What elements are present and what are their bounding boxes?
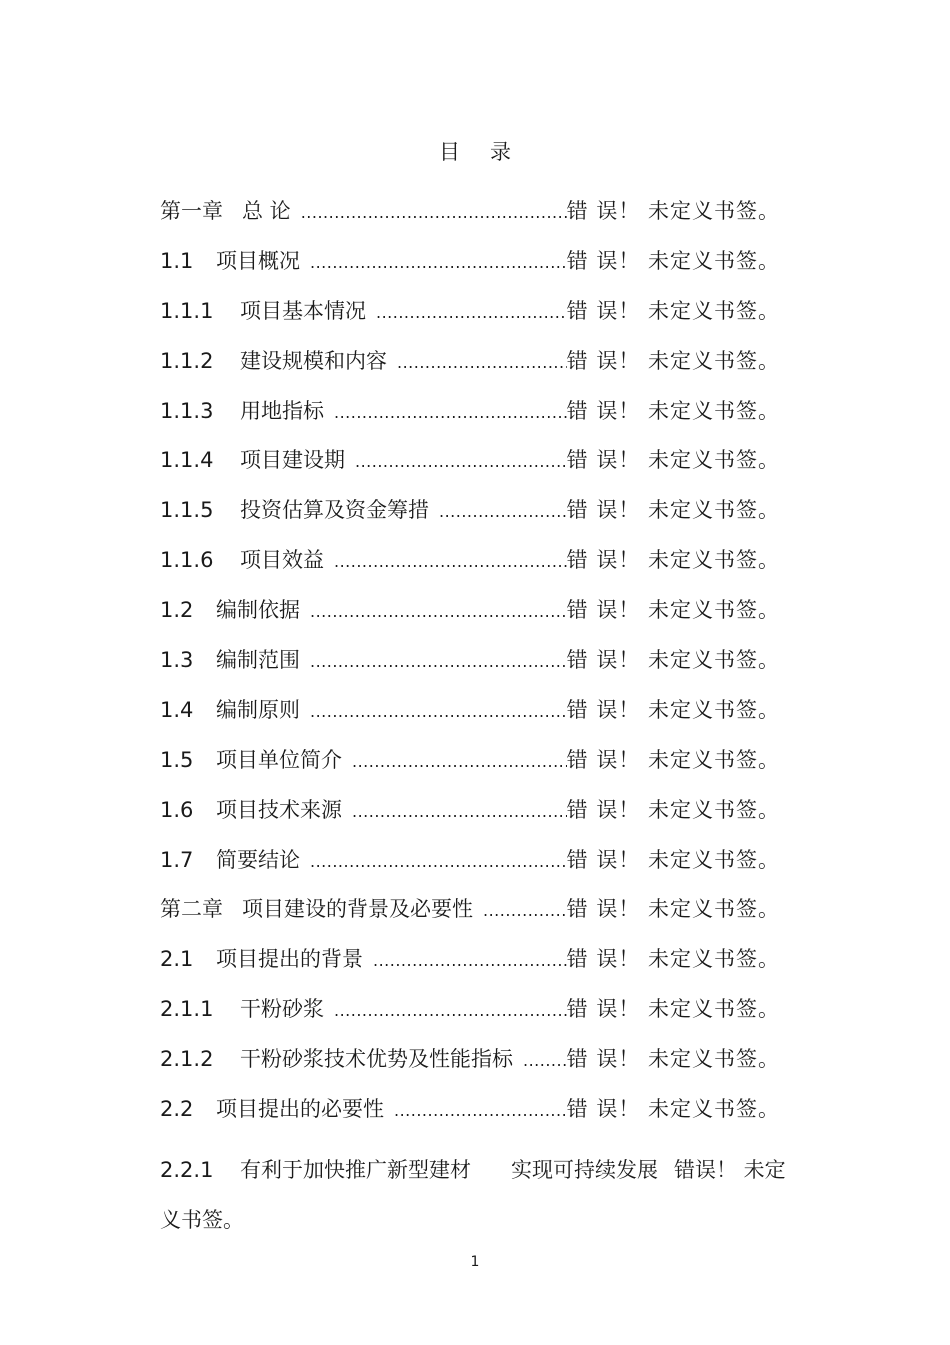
toc-entry[interactable] bbox=[160, 893, 780, 943]
toc-entry-ref: 错 误！ 未定义书签。 bbox=[566, 398, 780, 423]
toc-entry-text: 项目提出的背景 bbox=[216, 947, 363, 972]
toc-leader-dots bbox=[334, 552, 567, 571]
toc-leader-dots bbox=[373, 951, 567, 970]
toc-leader-dots bbox=[301, 203, 567, 222]
toc-entry-ref: 错 误！ 未定义书签。 bbox=[566, 947, 780, 972]
toc-entry-ref: 错 误！ 未定义书签。 bbox=[566, 199, 780, 223]
toc-entry-number: 2.1.2 bbox=[160, 1047, 214, 1072]
toc-entry-number: 1.6 bbox=[160, 797, 194, 822]
toc-leader-dots bbox=[394, 1101, 567, 1120]
toc-entry-text: 项目单位简介 bbox=[216, 747, 342, 772]
toc-entry[interactable] bbox=[160, 195, 780, 245]
toc-entry-ref: 错 误！ 未定义书签。 bbox=[566, 747, 780, 772]
toc-entry[interactable] bbox=[160, 794, 780, 844]
toc-entry-text: 用地指标 bbox=[240, 398, 324, 423]
page-number: 1 bbox=[470, 1254, 480, 1270]
toc-leader-dots bbox=[397, 353, 567, 372]
toc-entry[interactable] bbox=[160, 245, 780, 295]
toc-entry-ref: 错 误！ 未定义书签。 bbox=[566, 1097, 780, 1122]
toc-entry-ref: 错 误！ 未定义书签。 bbox=[566, 248, 780, 273]
toc-entry-text: 干粉砂浆技术优势及性能指标 bbox=[240, 1047, 513, 1072]
toc-title: 目 录 bbox=[439, 140, 511, 164]
toc-entry-text: 项目提出的必要性 bbox=[216, 1097, 384, 1122]
toc-entry-text: 简要结论 bbox=[216, 847, 300, 872]
toc-entry-number: 2.2.1 bbox=[160, 1158, 214, 1182]
toc-entry-text: 项目基本情况 bbox=[240, 298, 366, 323]
toc-entry-number: 1.1.4 bbox=[160, 448, 214, 473]
toc-entry-ref: 错 误！ 未定义书签。 bbox=[566, 648, 780, 673]
toc-entry-text: 项目技术来源 bbox=[216, 797, 342, 822]
toc-leader-dots bbox=[376, 303, 567, 322]
toc-entry-ref: 错 误！ 未定义书签。 bbox=[566, 997, 780, 1022]
toc-entry-text: 编制原则 bbox=[216, 697, 300, 722]
toc-entry-ref: 错 误！ 未定义书签。 bbox=[566, 697, 780, 722]
toc-leader-dots bbox=[483, 901, 567, 920]
toc-leader-dots bbox=[310, 602, 567, 621]
toc-leader-dots bbox=[352, 752, 567, 771]
toc-leader-dots bbox=[310, 702, 567, 721]
toc-entry-ref: 错 误！ 未定义书签。 bbox=[566, 348, 780, 373]
toc-entry[interactable] bbox=[160, 395, 780, 445]
toc-entry-text: 编制依据 bbox=[216, 598, 300, 623]
toc-entry[interactable] bbox=[160, 345, 780, 395]
toc-entry-number: 1.1.5 bbox=[160, 498, 214, 523]
toc-entry-ref: 错 误！ 未定义书签。 bbox=[566, 498, 780, 523]
toc-entry[interactable] bbox=[160, 993, 780, 1043]
toc-entry-number: 1.2 bbox=[160, 598, 194, 623]
toc-leader-dots bbox=[439, 502, 567, 521]
toc-entry-number: 1.3 bbox=[160, 648, 194, 673]
toc-entry[interactable] bbox=[160, 644, 780, 694]
toc-entry-ref: 错误！ 未定 bbox=[674, 1158, 786, 1182]
toc-entry-ref: 错 误！ 未定义书签。 bbox=[566, 548, 780, 573]
toc-entry[interactable] bbox=[160, 444, 780, 494]
toc-entry[interactable] bbox=[160, 494, 780, 544]
toc-entry-ref: 错 误！ 未定义书签。 bbox=[566, 847, 780, 872]
toc-leader-dots bbox=[334, 403, 567, 422]
toc-entry-ref: 错 误！ 未定义书签。 bbox=[566, 448, 780, 473]
toc-entry-text: 编制范围 bbox=[216, 648, 300, 673]
toc-entry[interactable] bbox=[160, 1043, 780, 1093]
toc-entry-text: 建设规模和内容 bbox=[240, 348, 387, 373]
toc-entry-ref: 错 误！ 未定义书签。 bbox=[566, 298, 780, 323]
toc-leader-dots bbox=[355, 452, 567, 471]
toc-entry-text: 项目建设期 bbox=[240, 448, 345, 473]
toc-entry-number: 1.4 bbox=[160, 697, 194, 722]
toc-entry-number: 1.1.6 bbox=[160, 548, 214, 573]
toc-entry[interactable] bbox=[160, 694, 780, 744]
toc-entry[interactable] bbox=[160, 943, 780, 993]
toc-entry-text: 总 论 bbox=[242, 199, 291, 223]
toc-entry-number: 第一章 bbox=[160, 199, 223, 223]
toc-entry-text: 项目概况 bbox=[216, 248, 300, 273]
toc-entry[interactable] bbox=[160, 295, 780, 345]
toc-entry-number: 2.1 bbox=[160, 947, 194, 972]
toc-entry-number: 1.5 bbox=[160, 747, 194, 772]
toc-entry[interactable] bbox=[160, 1145, 820, 1245]
toc-entry-number: 2.2 bbox=[160, 1097, 194, 1122]
toc-entry[interactable] bbox=[160, 544, 780, 594]
toc-list bbox=[160, 195, 780, 1143]
toc-entry-ref: 错 误！ 未定义书签。 bbox=[566, 1047, 780, 1072]
toc-entry-number: 1.7 bbox=[160, 847, 194, 872]
toc-entry-ref: 错 误！ 未定义书签。 bbox=[566, 797, 780, 822]
toc-entry-number: 2.1.1 bbox=[160, 997, 214, 1022]
toc-entry-ref: 错 误！ 未定义书签。 bbox=[566, 598, 780, 623]
toc-entry[interactable] bbox=[160, 844, 780, 894]
toc-leader-dots bbox=[523, 1051, 567, 1070]
toc-entry[interactable] bbox=[160, 744, 780, 794]
toc-entry-number: 1.1.2 bbox=[160, 348, 214, 373]
toc-entry[interactable] bbox=[160, 1093, 780, 1143]
toc-entry-number: 1.1.1 bbox=[160, 298, 214, 323]
toc-entry[interactable] bbox=[160, 594, 780, 644]
toc-leader-dots bbox=[310, 253, 567, 272]
toc-entry-text: 投资估算及资金筹措 bbox=[240, 498, 429, 523]
toc-entry-text: 干粉砂浆 bbox=[240, 997, 324, 1022]
toc-leader-dots bbox=[334, 1001, 567, 1020]
toc-entry-number: 1.1 bbox=[160, 248, 194, 273]
toc-leader-dots bbox=[310, 852, 567, 871]
toc-entry-text: 项目建设的背景及必要性 bbox=[242, 897, 473, 922]
toc-entry-text: 项目效益 bbox=[240, 548, 324, 573]
toc-entry-number: 第二章 bbox=[160, 897, 223, 922]
toc-leader-dots bbox=[352, 802, 567, 821]
toc-leader-dots bbox=[310, 652, 567, 671]
toc-entry-ref: 义书签。 bbox=[160, 1208, 244, 1232]
toc-entry-text: 实现可持续发展 bbox=[511, 1158, 658, 1182]
toc-entry-number: 1.1.3 bbox=[160, 398, 214, 423]
toc-entry-text: 有利于加快推广新型建材 bbox=[240, 1158, 471, 1182]
toc-entry-ref: 错 误！ 未定义书签。 bbox=[566, 897, 780, 922]
